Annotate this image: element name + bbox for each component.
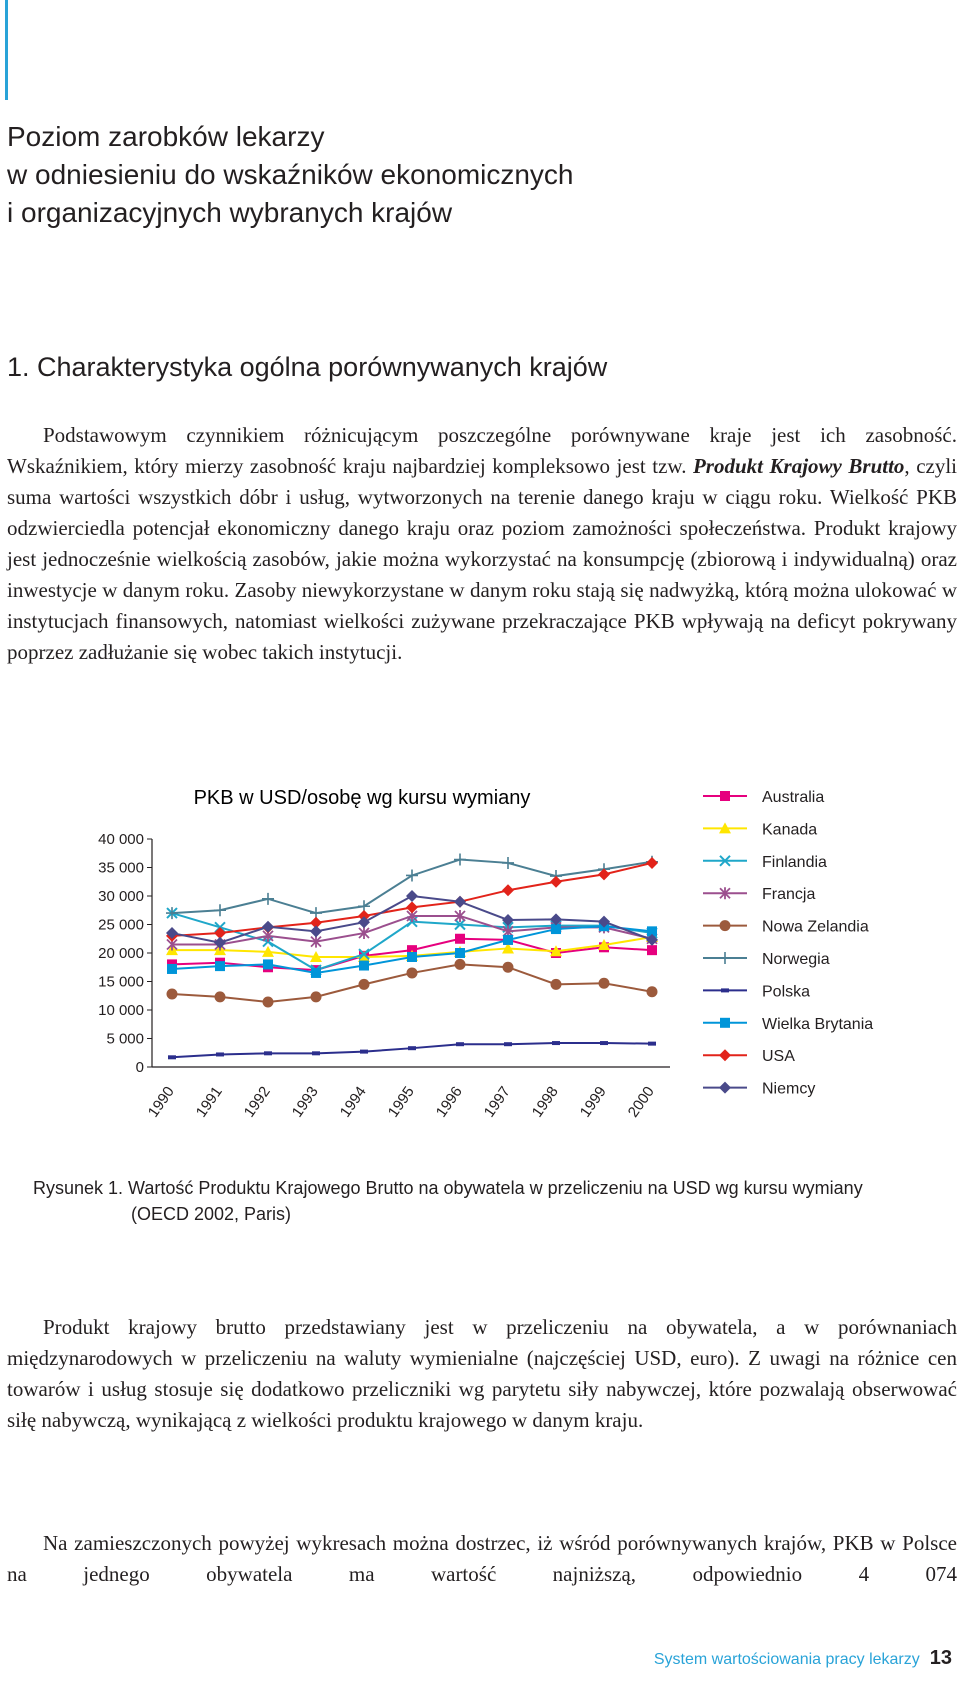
data-point-niemcy (310, 925, 322, 937)
x-tick-label: 1993 (288, 1083, 322, 1121)
legend-item-finlandia (703, 854, 827, 871)
data-point-niemcy (454, 896, 466, 908)
legend-item-australia (703, 789, 824, 806)
data-point-norwegia (214, 904, 226, 916)
data-point-norwegia (454, 854, 466, 866)
paragraph-1-part-2: , czyli suma wartości wszystkich dóbr i usług, wytworzonych na terenie danego kraju w ciągu roku. Wielkość PKB odzwierciedla potencjał ekonomiczny danego kraju oraz poziom zamożności społeczeństwa. Produkt krajowy jest jednocześnie wielkością zasobów, jakie można wykorzystać na konsumpcję (zbiorową i indywidualną) oraz inwestycje w danym roku. Zasoby niewykorzystane w danym roku stają się nadwyżką, którą można ulokować w instytucjach finansowych, natomiast wielkości zużywane przekraczające PKB wpływają na deficyt pokrywany poprzez zadłużanie się wobec takich instytucji. (7, 454, 958, 664)
legend-label-kanada: Kanada (762, 821, 818, 839)
data-point-wielka-brytania (263, 959, 273, 969)
data-point-polska (264, 1051, 272, 1055)
data-point-wielka-brytania (215, 961, 225, 971)
data-point-wielka-brytania (167, 964, 177, 974)
data-point-norwegia (406, 869, 418, 881)
data-point-nowa-zelandia (599, 978, 610, 989)
title-line-2: w odniesieniu do wskaźników ekonomicznych (7, 159, 574, 190)
paragraph-2-text: Produkt krajowy brutto przedstawiany jest w przeliczeniu na obywatela, a w porównaniach międzynarodowych w przeliczeniu na waluty wymienialne (najczęściej USD, euro). Z uwagi na różnice cen towarów i usług stosuje się dodatkowo przeliczniki wg parytetu siły nabywczej, które pozwalają obserwować siłę nabywczą, wynikającą z wielkości produktu krajowego w danym kraju. (7, 1315, 957, 1432)
series-polska (168, 1041, 656, 1059)
data-point-usa (502, 884, 514, 896)
x-tick-label: 1994 (336, 1083, 370, 1121)
y-tick-label: 35 000 (98, 859, 144, 877)
legend-label-wielka-brytania: Wielka Brytania (762, 1015, 874, 1033)
figure-caption (33, 1175, 933, 1227)
data-point-polska (408, 1046, 416, 1050)
data-point-nowa-zelandia (263, 997, 274, 1008)
data-point-polska (648, 1042, 656, 1046)
data-point-norwegia (502, 857, 514, 869)
data-point-wielka-brytania (407, 952, 417, 962)
y-tick-group (98, 831, 152, 1076)
legend-marker-niemcy (719, 1082, 731, 1094)
x-tick-label: 1997 (480, 1083, 514, 1121)
paragraph-3 (7, 1528, 957, 1590)
data-point-usa (550, 876, 562, 888)
legend-marker-australia (720, 791, 730, 801)
legend-marker-polska (721, 988, 729, 992)
paragraph-1-emphasis: Produkt Krajowy Brutto (692, 454, 905, 478)
x-tick-label: 1990 (144, 1083, 178, 1121)
caption-line-2: (OECD 2002, Paris) (131, 1204, 292, 1224)
data-point-nowa-zelandia (311, 991, 322, 1002)
paragraph-2 (7, 1312, 957, 1436)
legend-label-polska: Polska (762, 983, 811, 1001)
page-title (7, 118, 907, 232)
legend-label-norwegia: Norwegia (762, 951, 830, 968)
y-tick-label: 15 000 (98, 973, 144, 991)
data-point-wielka-brytania (455, 948, 465, 958)
data-point-polska (360, 1050, 368, 1054)
data-point-nowa-zelandia (407, 967, 418, 978)
legend-item-francja (703, 886, 815, 903)
legend-item-niemcy (703, 1081, 815, 1098)
y-tick-label: 20 000 (98, 945, 144, 962)
y-tick-label: 40 000 (98, 831, 144, 848)
legend-marker-norwegia (719, 952, 731, 964)
legend-label-francja: Francja (762, 886, 816, 904)
data-point-polska (312, 1051, 320, 1055)
data-point-usa (646, 857, 658, 869)
data-point-australia (647, 945, 657, 955)
y-tick-label: 25 000 (98, 916, 144, 934)
legend-item-kanada (703, 821, 817, 838)
data-point-nowa-zelandia (359, 979, 370, 990)
y-tick-label: 30 000 (98, 888, 144, 905)
data-point-polska (504, 1042, 512, 1046)
gdp-chart (0, 780, 960, 1150)
section-heading: 1. Charakterystyka ogólna porównywanych krajów (7, 352, 608, 382)
legend-item-usa (703, 1048, 795, 1065)
y-tick-label: 0 (135, 1059, 144, 1076)
y-tick-label: 5 000 (106, 1030, 144, 1048)
footer-title: System wartościowania pracy lekarzy (653, 1651, 920, 1668)
data-point-niemcy (358, 916, 370, 928)
legend-marker-nowa-zelandia (720, 920, 731, 931)
legend-marker-usa (719, 1049, 731, 1061)
data-point-polska (456, 1042, 464, 1046)
gdp-chart-svg (0, 780, 960, 1150)
x-tick-label: 2000 (624, 1083, 658, 1121)
page-footer (654, 1647, 952, 1670)
data-point-wielka-brytania (311, 968, 321, 978)
x-tick-label: 1996 (432, 1083, 466, 1121)
data-point-wielka-brytania (503, 935, 513, 945)
page-number: 13 (929, 1647, 952, 1669)
series-group (166, 854, 658, 1060)
data-point-wielka-brytania (359, 961, 369, 971)
title-line-1: Poziom zarobków lekarzy (7, 121, 325, 152)
data-point-polska (216, 1052, 224, 1056)
y-tick-label: 10 000 (98, 1002, 144, 1019)
x-tick-label: 1998 (528, 1083, 562, 1121)
legend-item-nowa-zelandia (703, 919, 869, 936)
paragraph-3-text: Na zamieszczonych powyżej wykresach można dostrzec, iż wśród porównywanych krajów, PKB w Polsce na jednego obywatela ma wartość najniższą, odpowiednio 4 074 (7, 1531, 957, 1586)
legend-label-finlandia: Finlandia (762, 853, 827, 871)
legend-label-niemcy: Niemcy (762, 1080, 816, 1098)
data-point-polska (552, 1041, 560, 1045)
legend (703, 789, 873, 1098)
legend-item-norwegia (703, 951, 830, 968)
data-point-niemcy (406, 890, 418, 902)
x-tick-label: 1995 (384, 1083, 418, 1121)
paragraph-1-part-1: Podstawowym czynnikiem różnicującym poszczególne porównywane kraje jest ich zasobność. Wskaźnikiem, który mierzy zasobność kraju najbardziej kompleksowo jest tzw. (7, 423, 957, 478)
x-tick-label: 1991 (192, 1083, 226, 1121)
data-point-polska (600, 1041, 608, 1045)
data-point-nowa-zelandia (503, 962, 514, 973)
chart-title: PKB w USD/osobę wg kursu wymiany (193, 787, 531, 809)
data-point-nowa-zelandia (455, 959, 466, 970)
x-tick-label: 1992 (240, 1083, 274, 1121)
data-point-norwegia (262, 893, 274, 905)
legend-marker-wielka-brytania (720, 1018, 730, 1028)
legend-item-wielka-brytania (703, 1016, 873, 1033)
data-point-nowa-zelandia (215, 991, 226, 1002)
legend-item-polska (703, 983, 810, 1000)
legend-label-nowa-zelandia: Nowa Zelandia (762, 918, 869, 936)
x-tick-label: 1999 (576, 1083, 610, 1121)
x-tick-group (145, 1083, 658, 1120)
data-point-nowa-zelandia (167, 989, 178, 1000)
title-line-3: i organizacyjnych wybranych krajów (7, 197, 453, 228)
data-point-niemcy (214, 937, 226, 949)
accent-bar (5, 0, 8, 100)
caption-line-1: Rysunek 1. Wartość Produktu Krajowego Brutto na obywatela w przeliczeniu na USD wg kursu wymiany (33, 1178, 863, 1198)
data-point-nowa-zelandia (647, 986, 658, 997)
data-point-nowa-zelandia (551, 979, 562, 990)
legend-label-usa: USA (762, 1048, 795, 1066)
data-point-polska (168, 1055, 176, 1059)
paragraph-1 (7, 420, 957, 668)
data-point-wielka-brytania (551, 924, 561, 934)
data-point-australia (455, 934, 465, 944)
legend-label-australia: Australia (762, 789, 825, 806)
